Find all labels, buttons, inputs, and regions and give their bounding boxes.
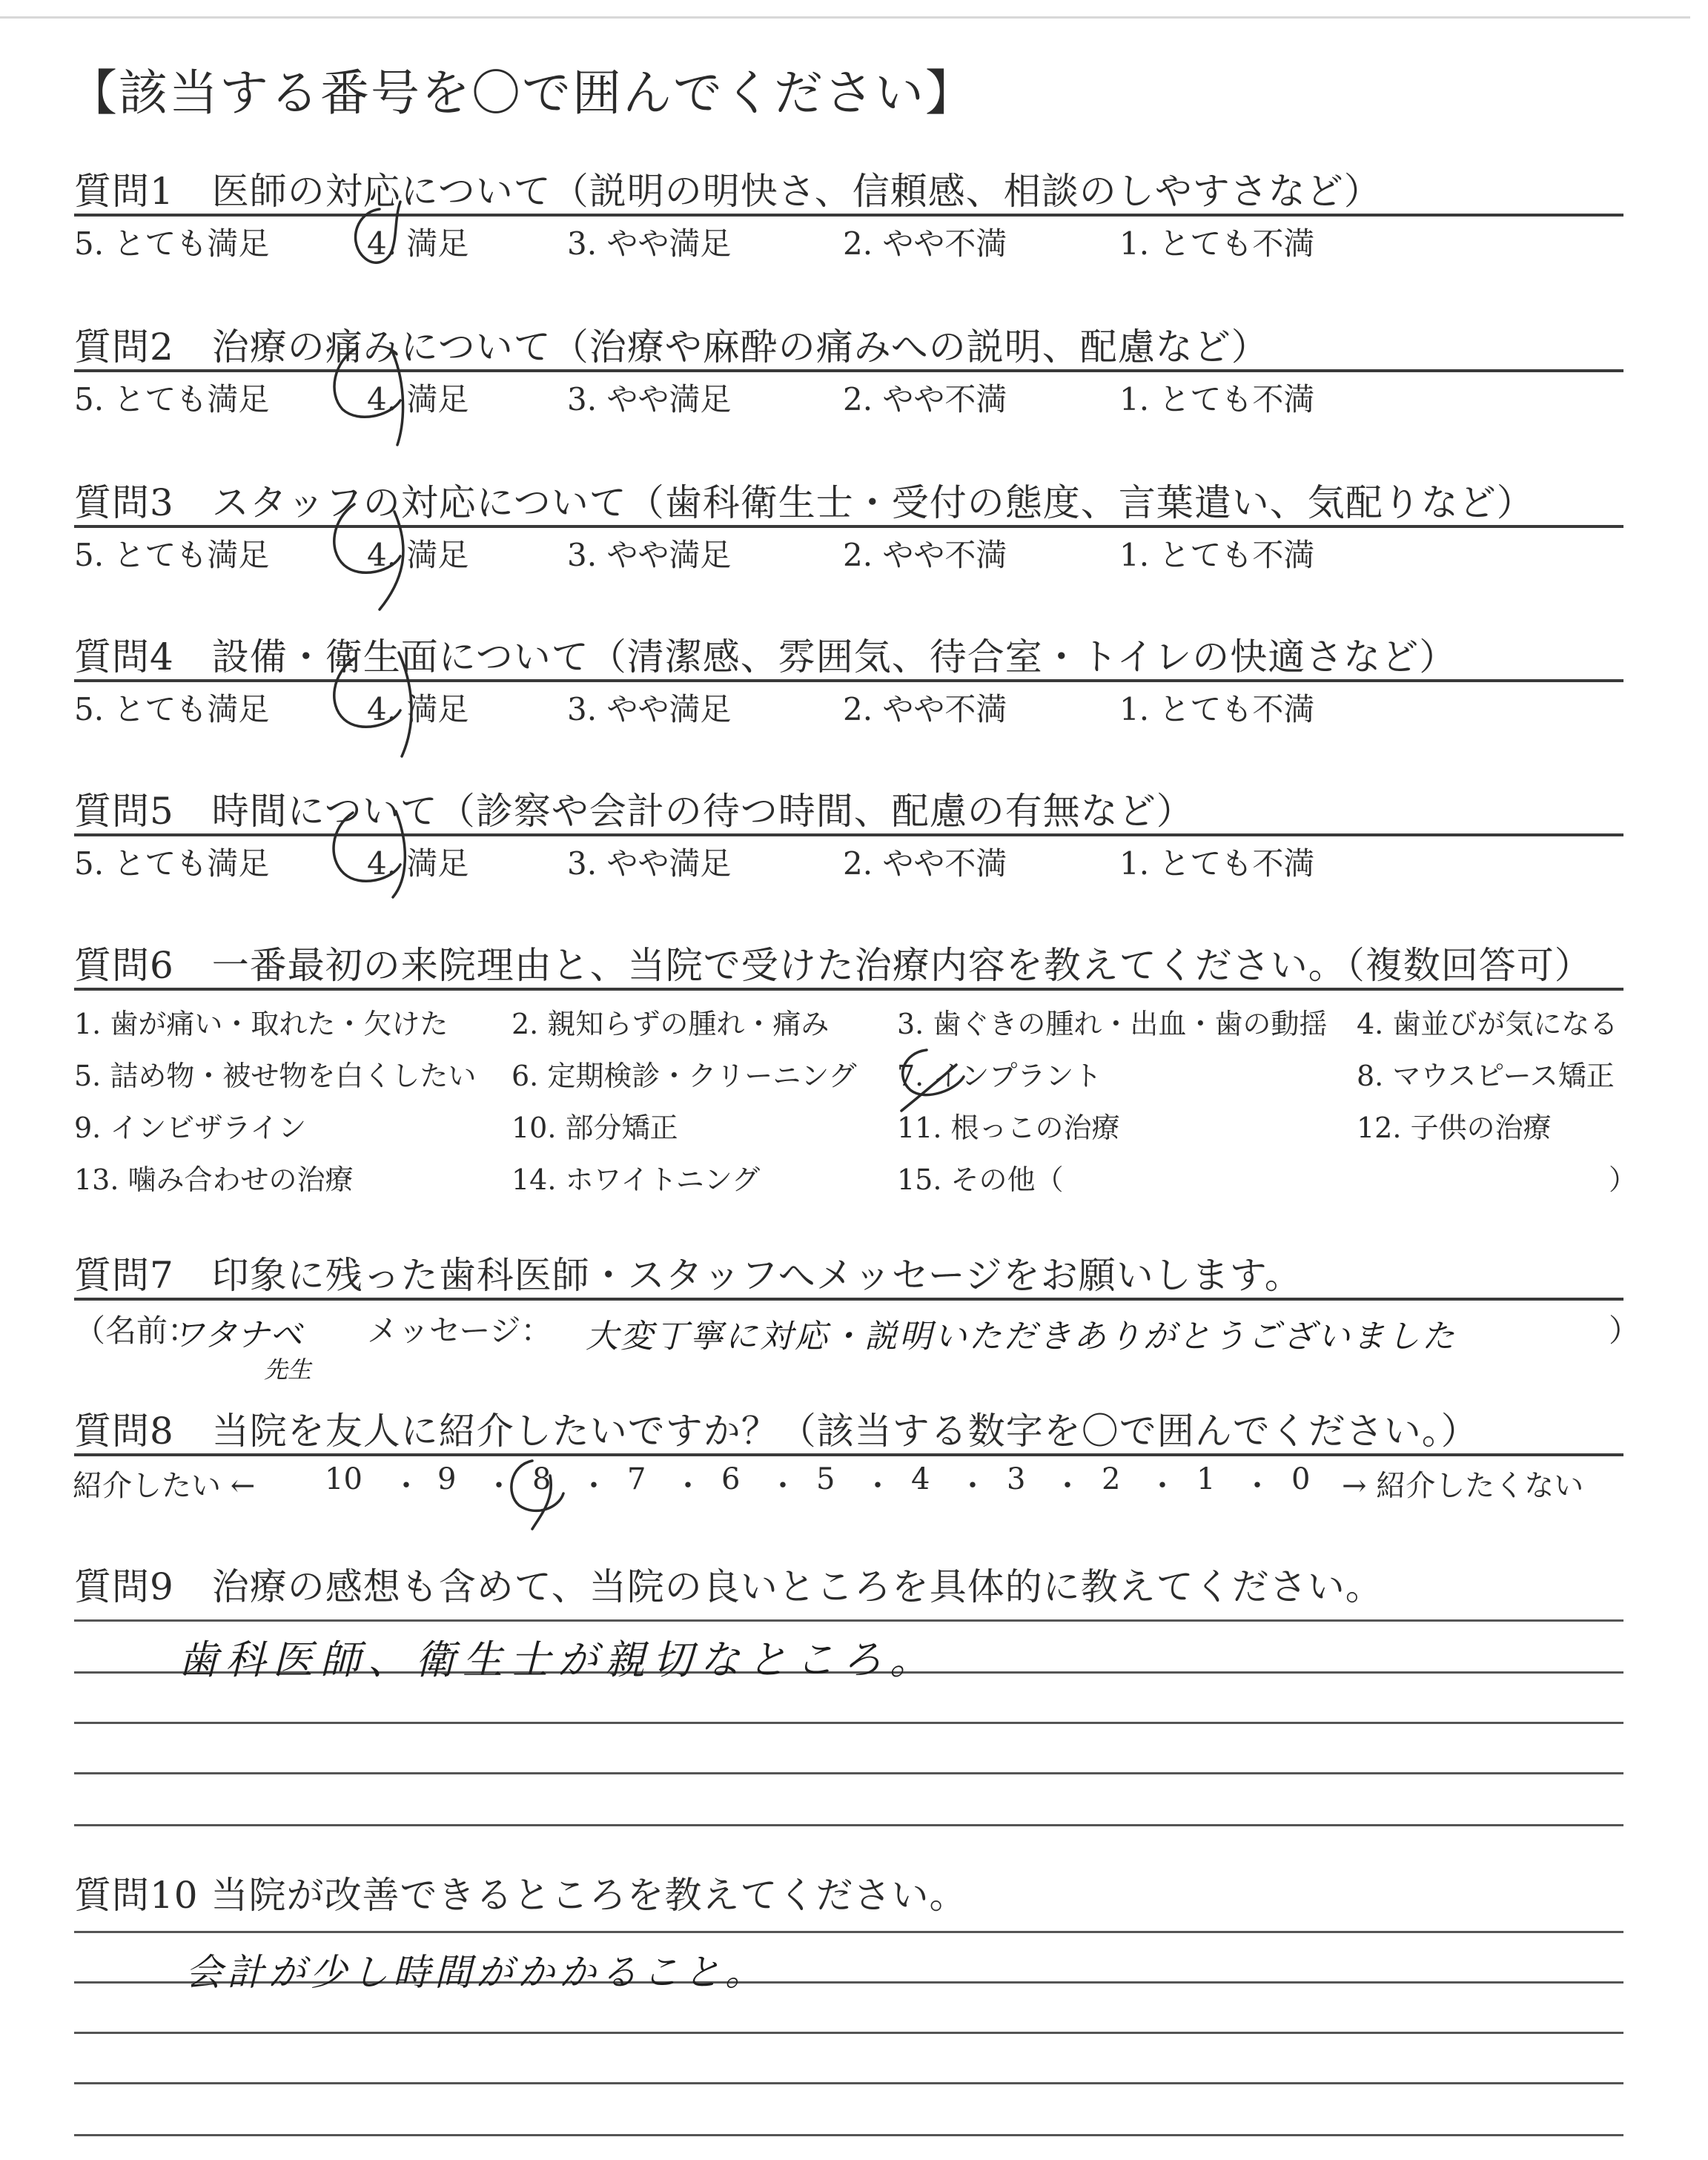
q10-line-4 xyxy=(74,2082,1623,2084)
question-1-rule xyxy=(74,214,1623,217)
option-1[interactable]: 1. とても不満 xyxy=(1119,537,1315,573)
option-1[interactable]: 1. とても不満 xyxy=(1119,225,1315,262)
option-3[interactable]: 3. やや満足 xyxy=(567,537,732,573)
q6-option-1[interactable]: 1. 歯が痛い・取れた・欠けた xyxy=(74,1008,448,1040)
question-9-title: 質問9 治療の感想も含めて、当院の良いところを具体的に教えてください。 xyxy=(74,1565,1383,1608)
option-1[interactable]: 1. とても不満 xyxy=(1119,845,1315,882)
scale-2[interactable]: 2 xyxy=(1102,1462,1121,1496)
q6-option-15[interactable]: 15. その他（ xyxy=(897,1163,1064,1196)
q6-option-15-close: ） xyxy=(1609,1163,1638,1196)
question-8-rule xyxy=(74,1453,1623,1456)
q6-option-4[interactable]: 4. 歯並びが気になる xyxy=(1357,1008,1618,1040)
q9-line-5 xyxy=(74,1824,1623,1826)
option-3[interactable]: 3. やや満足 xyxy=(567,845,732,882)
q10-handwritten-answer[interactable]: 会計が少し時間がかかること。 xyxy=(185,1951,767,1994)
question-1-title: 質問1 医師の対応について（説明の明快さ、信頼感、相談のしやすさなど） xyxy=(74,170,1382,213)
option-2[interactable]: 2. やや不満 xyxy=(843,381,1007,417)
question-5-options xyxy=(74,839,1623,884)
scale-1[interactable]: 1 xyxy=(1196,1462,1216,1496)
q6-option-14[interactable]: 14. ホワイトニング xyxy=(512,1163,761,1196)
option-4[interactable]: 4. 満足 xyxy=(367,537,469,573)
question-3-options xyxy=(74,531,1623,575)
q10-line-1 xyxy=(74,1931,1623,1933)
q6-option-5[interactable]: 5. 詰め物・被せ物を白くしたい xyxy=(74,1060,477,1092)
q6-option-2[interactable]: 2. 親知らずの腫れ・痛み xyxy=(512,1008,830,1040)
scale-7[interactable]: 7 xyxy=(627,1462,646,1496)
q6-option-10[interactable]: 10. 部分矯正 xyxy=(512,1112,678,1144)
question-2-title: 質問2 治療の痛みについて（治療や麻酔の痛みへの説明、配慮など） xyxy=(74,326,1269,369)
question-5-title: 質問5 時間について（診察や会計の待つ時間、配慮の有無など） xyxy=(74,790,1194,833)
q6-option-3[interactable]: 3. 歯ぐきの腫れ・出血・歯の動揺 xyxy=(897,1008,1328,1040)
scale-8[interactable]: 8 xyxy=(532,1462,552,1496)
q6-option-6[interactable]: 6. 定期検診・クリーニング xyxy=(512,1060,857,1092)
option-3[interactable]: 3. やや満足 xyxy=(567,225,732,262)
question-3-title: 質問3 スタッフの対応について（歯科衛生士・受付の態度、言葉遣い、気配りなど） xyxy=(74,481,1535,524)
scale-10[interactable]: 10 xyxy=(325,1462,363,1496)
option-5[interactable]: 5. とても満足 xyxy=(74,537,270,573)
scale-6[interactable]: 6 xyxy=(721,1462,741,1496)
question-6-rule xyxy=(74,988,1623,991)
question-6-title: 質問6 一番最初の来院理由と、当院で受けた治療内容を教えてください。（複数回答可） xyxy=(74,944,1592,987)
q9-line-4 xyxy=(74,1772,1623,1774)
option-1[interactable]: 1. とても不満 xyxy=(1119,381,1315,417)
question-3-rule xyxy=(74,525,1623,528)
question-2-rule xyxy=(74,369,1623,372)
question-4-rule xyxy=(74,679,1623,682)
option-4[interactable]: 4. 満足 xyxy=(367,845,469,882)
scale-4[interactable]: 4 xyxy=(911,1462,930,1496)
q6-option-8[interactable]: 8. マウスピース矯正 xyxy=(1357,1060,1615,1092)
scale-left-label: 紹介したい ← xyxy=(73,1469,256,1503)
handwritten-name-suffix: 先生 xyxy=(264,1355,312,1384)
option-4[interactable]: 4. 満足 xyxy=(367,225,469,262)
option-3[interactable]: 3. やや満足 xyxy=(567,691,732,727)
question-2-options xyxy=(74,375,1623,420)
option-1[interactable]: 1. とても不満 xyxy=(1119,691,1315,727)
q9-handwritten-answer[interactable]: 歯科医師、衛生士が親切なところ。 xyxy=(178,1636,937,1683)
option-5[interactable]: 5. とても満足 xyxy=(74,381,270,417)
question-1-options xyxy=(74,219,1623,264)
question-4-title: 質問4 設備・衛生面について（清潔感、雰囲気、待合室・トイレの快適さなど） xyxy=(74,635,1457,678)
option-2[interactable]: 2. やや不満 xyxy=(843,691,1007,727)
question-4-options xyxy=(74,685,1623,730)
scale-9[interactable]: 9 xyxy=(437,1462,457,1496)
option-5[interactable]: 5. とても満足 xyxy=(74,845,270,882)
q6-option-7[interactable]: 7. インプラント xyxy=(897,1060,1102,1092)
option-2[interactable]: 2. やや不満 xyxy=(843,225,1007,262)
q10-line-3 xyxy=(74,2032,1623,2034)
scale-right-label: → 紹介したくない xyxy=(1342,1469,1584,1503)
message-label: メッセージ： xyxy=(367,1312,552,1349)
handwritten-name[interactable]: ワタナベ xyxy=(172,1316,302,1354)
name-label: （名前： xyxy=(74,1312,199,1349)
top-edge-line xyxy=(0,16,1690,19)
q9-line-3 xyxy=(74,1722,1623,1724)
option-2[interactable]: 2. やや不満 xyxy=(843,537,1007,573)
option-4[interactable]: 4. 満足 xyxy=(367,691,469,727)
message-close-paren: ） xyxy=(1609,1312,1641,1349)
q6-option-13[interactable]: 13. 噛み合わせの治療 xyxy=(74,1163,354,1196)
option-5[interactable]: 5. とても満足 xyxy=(74,225,270,262)
question-7-rule xyxy=(74,1298,1623,1301)
option-2[interactable]: 2. やや不満 xyxy=(843,845,1007,882)
instruction-header: 【該当する番号を〇で囲んでください】 xyxy=(68,65,976,122)
option-4[interactable]: 4. 満足 xyxy=(367,381,469,417)
referral-scale: 紹介したい ← 10 ・ 9 ・ 8 ・ 7 ・ 6 ・ 5 ・ 4 ・ 3 ・ 2 ・ 1 ・ 0 → 紹介したくない xyxy=(73,1462,1584,1503)
question-5-rule xyxy=(74,833,1623,836)
q6-option-11[interactable]: 11. 根っこの治療 xyxy=(897,1112,1120,1144)
handwritten-message[interactable]: 大変丁寧に対応・説明いただきありがとうございました xyxy=(586,1318,1457,1355)
scale-3[interactable]: 3 xyxy=(1007,1462,1026,1496)
scale-0[interactable]: 0 xyxy=(1291,1462,1311,1496)
option-3[interactable]: 3. やや満足 xyxy=(567,381,732,417)
question-10-title: 質問10 当院が改善できるところを教えてください。 xyxy=(74,1874,967,1917)
scale-5[interactable]: 5 xyxy=(816,1462,835,1496)
q6-option-9[interactable]: 9. インビザライン xyxy=(74,1112,307,1144)
question-8-title: 質問8 当院を友人に紹介したいですか？（該当する数字を〇で囲んでください。） xyxy=(74,1410,1479,1453)
question-7-title: 質問7 印象に残った歯科医師・スタッフへメッセージをお願いします。 xyxy=(74,1254,1302,1297)
option-5[interactable]: 5. とても満足 xyxy=(74,691,270,727)
q10-line-5 xyxy=(74,2134,1623,2136)
q6-option-12[interactable]: 12. 子供の治療 xyxy=(1357,1112,1552,1144)
q9-line-1 xyxy=(74,1619,1623,1622)
